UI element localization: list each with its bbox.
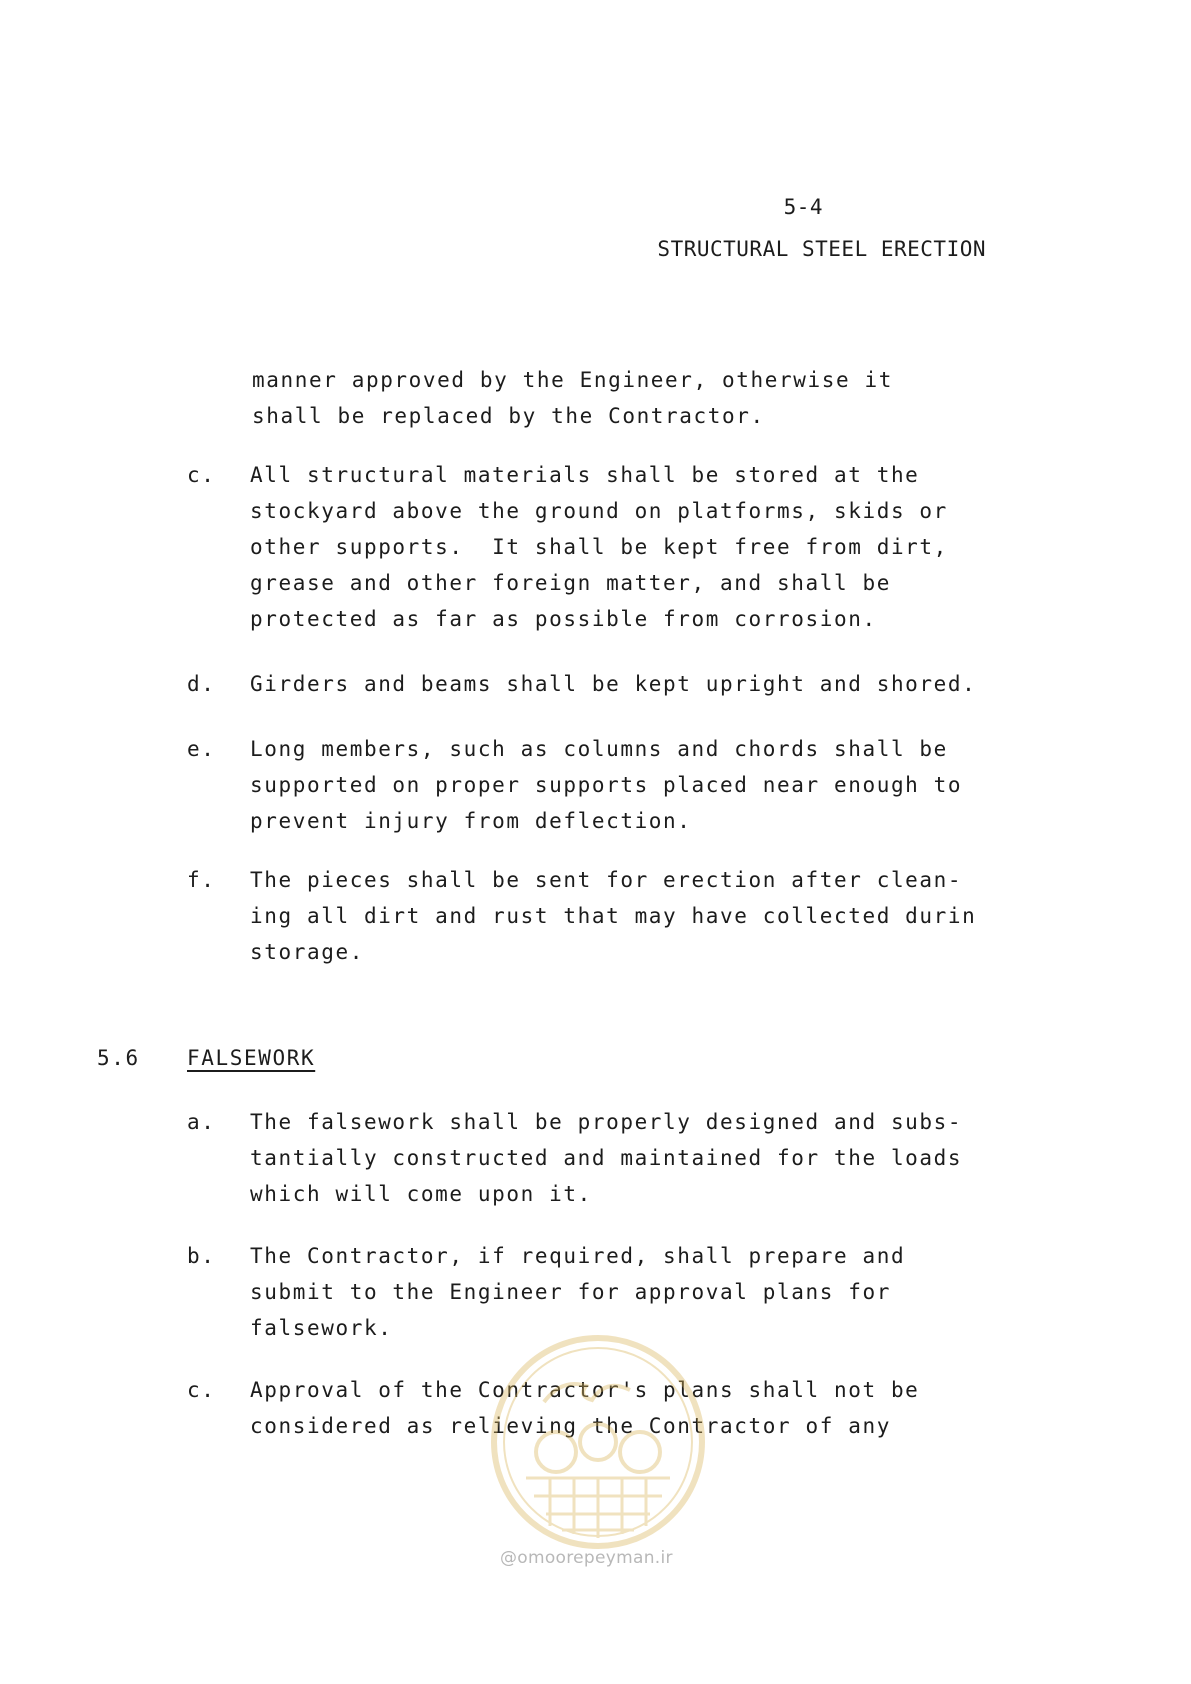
section-title: FALSEWORK [187, 1046, 316, 1070]
section-number: 5.6 [97, 1046, 140, 1070]
list-marker: c. [187, 1378, 216, 1402]
page-header [657, 186, 986, 270]
page-number: 5-4 [783, 195, 823, 219]
intro-paragraph: manner approved by the Engineer, otherwise it shall be replaced by the Contractor. [252, 368, 893, 428]
list-marker: e. [187, 737, 216, 761]
list-marker: a. [187, 1110, 216, 1134]
list-item-text: Approval of the Contractor's plans shall not be considered as relieving the Contractor of any [250, 1378, 920, 1438]
list-marker: c. [187, 463, 216, 487]
chapter-title: STRUCTURAL STEEL ERECTION [657, 237, 986, 261]
list-marker: b. [187, 1244, 216, 1268]
list-item-text: All structural materials shall be stored at the stockyard above the ground on platforms, skids or other supports. It shall be kept free from dirt, grease and other foreign matter, and shall be protected as far as possible from corrosion. [250, 463, 948, 631]
list-item-text: Long members, such as columns and chords shall be supported on proper supports placed near enough to prevent injury from deflection. [250, 737, 963, 833]
list-item-f [187, 862, 1037, 970]
list-marker: f. [187, 868, 216, 892]
list-item-text: The Contractor, if required, shall prepare and submit to the Engineer for approval plans for falsework. [250, 1244, 906, 1340]
list-item-a [187, 1104, 1037, 1212]
list-marker: d. [187, 672, 216, 696]
list-item-d [187, 666, 1037, 702]
section-heading [97, 1040, 315, 1076]
watermark-logo [486, 1330, 710, 1554]
list-item-text: The falsework shall be properly designed and subs- tantially constructed and maintained for the loads which will come upon it. [250, 1110, 963, 1206]
list-item-text: Girders and beams shall be kept upright and shored. [250, 672, 977, 696]
list-item-text: The pieces shall be sent for erection after clean- ing all dirt and rust that may have collected durin storage. [250, 868, 977, 964]
watermark-url: @omoorepeyman.ir [500, 1548, 673, 1568]
list-item-c [187, 457, 1037, 637]
list-item-e [187, 731, 1037, 839]
